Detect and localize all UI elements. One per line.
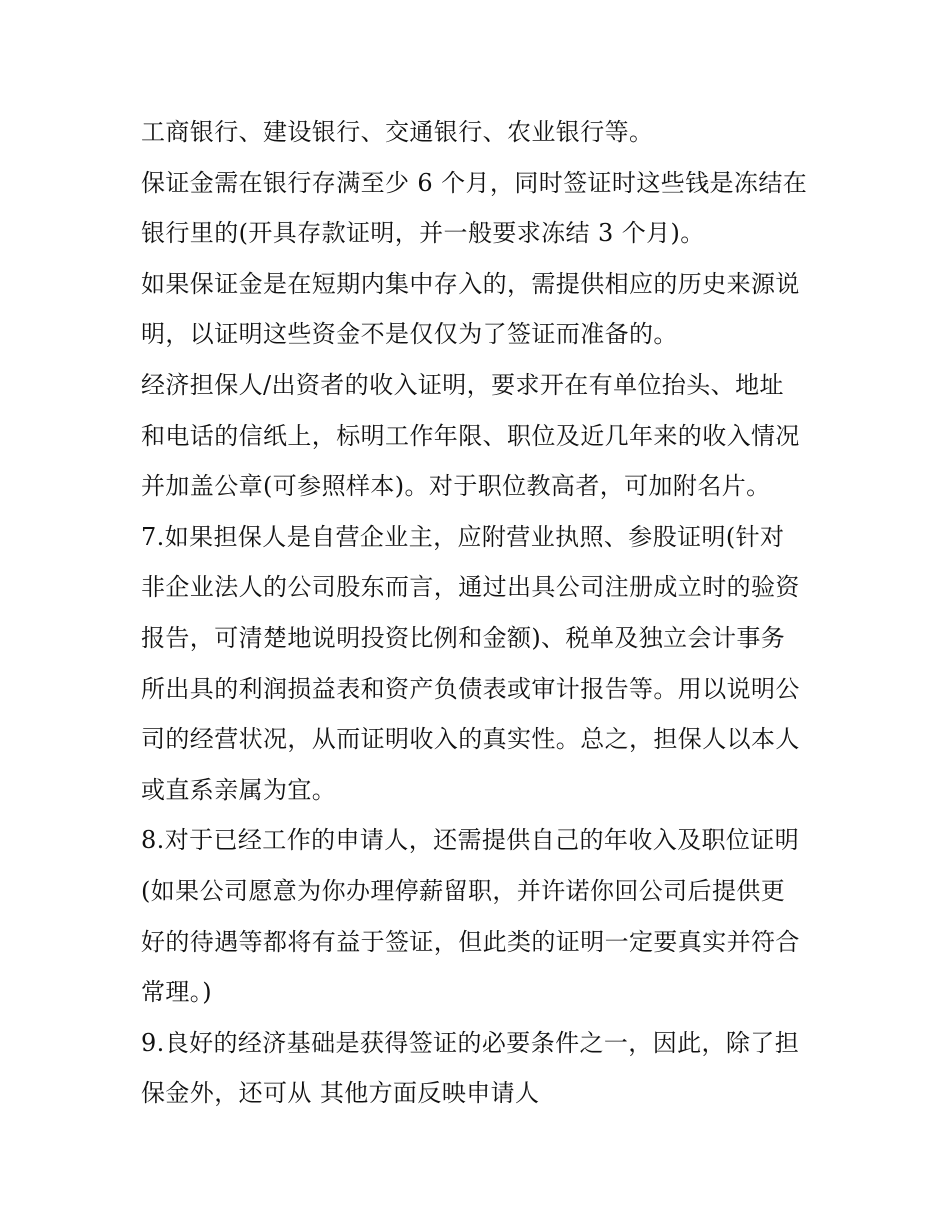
text-line-10: 非企业法人的公司股东而言，通过出具公司注册成立时的验资 xyxy=(141,573,800,602)
text-line-8: 并加盖公章(可参照样本)。对于职位教高者，可加附名片。 xyxy=(141,472,771,501)
text-line-4: 如果保证金是在短期内集中存入的，需提供相应的历史来源说 xyxy=(141,269,800,298)
text-line-5: 明，以证明这些资金不是仅仅为了签证而准备的。 xyxy=(141,320,678,349)
text-line-14: 或直系亲属为宜。 xyxy=(141,775,337,804)
text-line-15: 8.对于已经工作的申请人，还需提供自己的年收入及职位证明 xyxy=(141,826,800,855)
text-line-7: 和电话的信纸上，标明工作年限、职位及近几年来的收入情况 xyxy=(141,421,800,450)
text-line-11: 报告，可清楚地说明投资比例和金额)、税单及独立会计事务 xyxy=(141,623,786,652)
text-line-3: 银行里的(开具存款证明，并一般要求冻结 3 个月)。 xyxy=(141,219,705,248)
text-line-12: 所出具的利润损益表和资产负债表或审计报告等。用以说明公 xyxy=(141,674,800,703)
text-line-18: 常理。) xyxy=(141,978,212,1007)
text-line-17: 好的待遇等都将有益于签证，但此类的证明一定要真实并符合 xyxy=(141,927,800,956)
text-line-6: 经济担保人/出资者的收入证明，要求开在有单位抬头、地址 xyxy=(141,370,784,399)
text-line-13: 司的经营状况，从而证明收入的真实性。总之，担保人以本人 xyxy=(141,725,800,754)
text-line-1: 工商银行、建设银行、交通银行、农业银行等。 xyxy=(141,118,654,146)
text-line-2: 保证金需在银行存满至少 6 个月，同时签证时这些钱是冻结在 xyxy=(141,168,808,197)
text-line-9: 7.如果担保人是自营企业主，应附营业执照、参股证明(针对 xyxy=(141,522,785,551)
text-line-16: (如果公司愿意为你办理停薪留职，并许诺你回公司后提供更 xyxy=(141,876,786,905)
text-line-19: 9.良好的经济基础是获得签证的必要条件之一，因此，除了担 xyxy=(141,1028,800,1057)
body-text xyxy=(141,107,841,1119)
text-line-20: 保金外，还可从 其他方面反映申请人 xyxy=(141,1079,540,1108)
